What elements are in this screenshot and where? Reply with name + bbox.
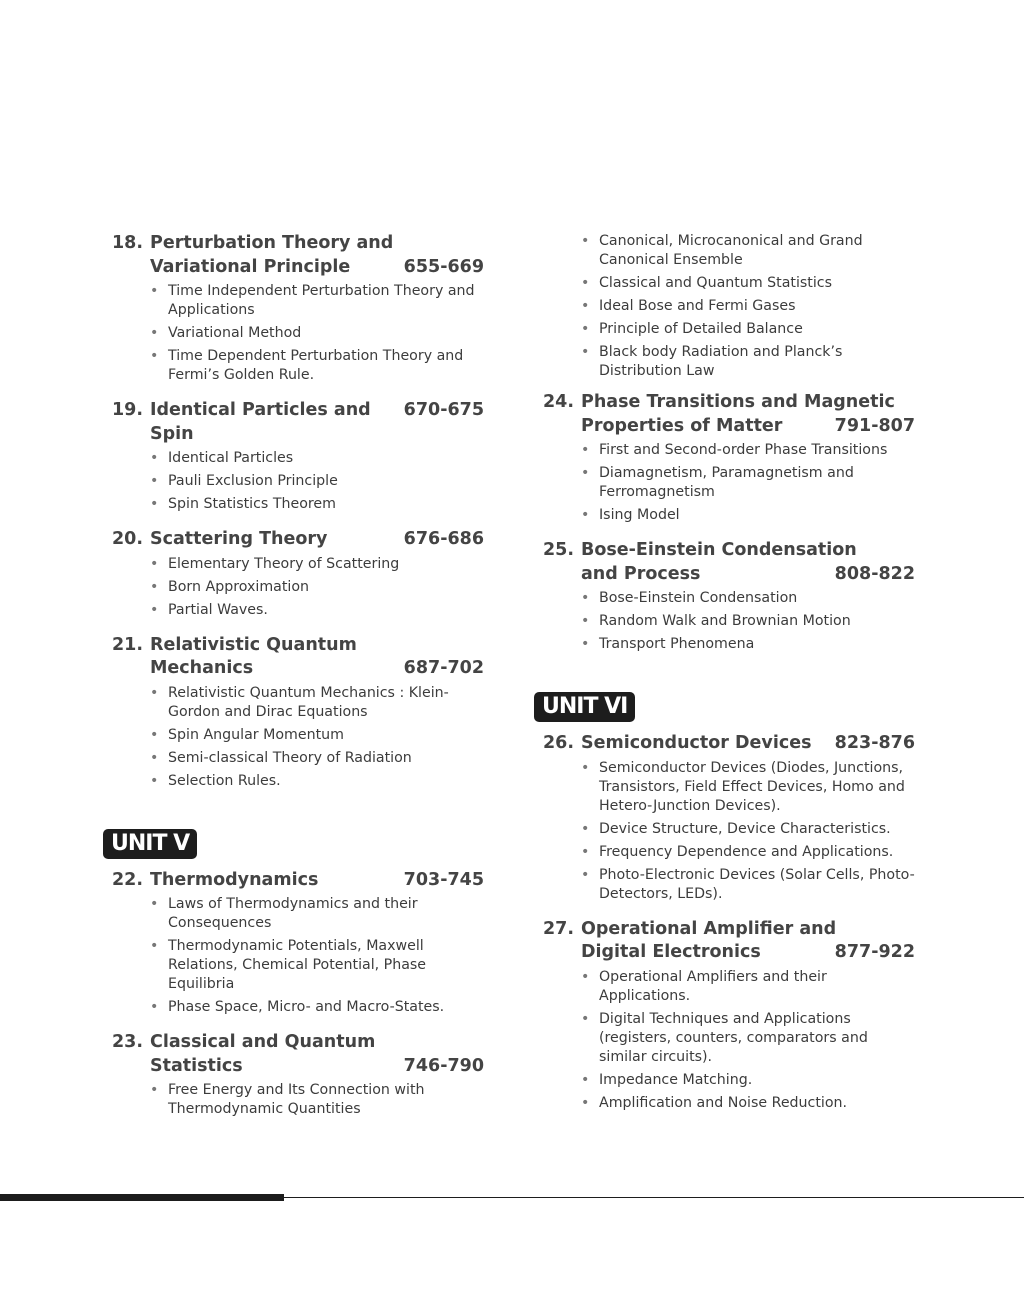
topic-list xyxy=(581,759,915,904)
topic-item: • Transport Phenomena xyxy=(581,635,915,654)
chapter-heading xyxy=(112,869,484,893)
chapter-title-line xyxy=(150,1031,484,1055)
chapter-title-line xyxy=(150,232,484,256)
right-column xyxy=(543,232,915,1127)
topic-item: • Spin Angular Momentum xyxy=(150,726,484,745)
chapter-heading xyxy=(112,1031,484,1078)
topic-item: • Semiconductor Devices (Diodes, Junctions, Transistors, Field Effect Devices, Homo and Hetero-Junction Devices). xyxy=(581,759,915,816)
topic-item: • Elementary Theory of Scattering xyxy=(150,555,484,574)
topic-list xyxy=(150,895,484,1017)
chapter-heading xyxy=(543,732,915,756)
chapter-title-text: Variational Principle xyxy=(150,256,351,277)
chapter-title-text: Properties of Matter xyxy=(581,415,783,436)
chapter-number: 27. xyxy=(543,918,575,939)
chapter-page-range: 791-807 xyxy=(834,415,915,436)
topic-list xyxy=(581,441,915,525)
topic-list xyxy=(581,968,915,1113)
chapter-page-range: 823-876 xyxy=(834,733,915,753)
chapter-title-text: Statistics xyxy=(150,1055,243,1076)
chapter-entry xyxy=(112,634,484,791)
chapter-group xyxy=(112,232,484,791)
topic-list xyxy=(150,555,484,620)
chapter-entry xyxy=(112,869,484,1018)
topic-list xyxy=(150,684,484,791)
topic-item: • Operational Amplifiers and their Applications. xyxy=(581,968,915,1006)
topic-item: • Relativistic Quantum Mechanics : Klein-Gordon and Dirac Equations xyxy=(150,684,484,722)
chapter-heading xyxy=(543,391,915,438)
chapter-title-text: Perturbation Theory and xyxy=(150,233,394,253)
chapter-title xyxy=(150,1031,484,1078)
chapter-title-text: Phase Transitions and Magnetic xyxy=(581,392,895,412)
topic-item: • Identical Particles xyxy=(150,449,484,468)
chapter-number: 22. xyxy=(112,869,144,890)
chapter-title-text: Thermodynamics xyxy=(150,869,319,890)
topic-item: • Phase Space, Micro- and Macro-States. xyxy=(150,998,484,1017)
unit-badge: UNIT VI xyxy=(534,692,635,722)
chapter-page-range: 670-675 xyxy=(403,400,484,420)
footer-rule-thin xyxy=(284,1197,1024,1198)
chapter-title-line xyxy=(150,1055,484,1079)
chapter-page-range: 746-790 xyxy=(403,1055,484,1076)
chapter-number: 24. xyxy=(543,392,575,412)
topic-item: • Canonical, Microcanonical and Grand Canonical Ensemble xyxy=(581,232,915,270)
chapter-title-line xyxy=(150,657,484,681)
topic-list xyxy=(150,1081,484,1119)
chapter-title-text: Bose-Einstein Condensation xyxy=(581,540,857,560)
chapter-entry xyxy=(543,539,915,654)
chapter-group xyxy=(543,391,915,654)
chapter-title-line xyxy=(581,415,915,439)
topic-item: • Thermodynamic Potentials, Maxwell Relations, Chemical Potential, Phase Equilibria xyxy=(150,937,484,994)
chapter-heading xyxy=(112,528,484,552)
chapter-title-line xyxy=(581,941,915,965)
topic-item: • Laws of Thermodynamics and their Consequences xyxy=(150,895,484,933)
topic-item: • Amplification and Noise Reduction. xyxy=(581,1094,915,1113)
chapter-title xyxy=(581,732,915,756)
topic-item: • Free Energy and Its Connection with Thermodynamic Quantities xyxy=(150,1081,484,1119)
chapter-title xyxy=(150,634,484,681)
chapter-title xyxy=(581,539,915,586)
chapter-title-line xyxy=(150,399,484,446)
chapter-title-text: Operational Amplifier and xyxy=(581,918,837,939)
chapter-number: 21. xyxy=(112,634,144,655)
chapter-title xyxy=(150,869,484,893)
chapter-title xyxy=(150,528,484,552)
chapter-number: 23. xyxy=(112,1032,144,1052)
chapter-title-line xyxy=(150,634,484,658)
chapter-heading xyxy=(543,918,915,965)
chapter-entry xyxy=(112,528,484,620)
topic-item: • Ideal Bose and Fermi Gases xyxy=(581,297,915,316)
chapter-entry xyxy=(543,918,915,1113)
topic-item: • Ising Model xyxy=(581,506,915,525)
chapter-entry xyxy=(112,399,484,514)
chapter-page-range: 655-669 xyxy=(403,256,484,277)
chapter-entry xyxy=(112,232,484,385)
chapter-title-line xyxy=(150,869,484,893)
chapter-title-text: Relativistic Quantum xyxy=(150,634,357,655)
chapter-title-text: Semiconductor Devices xyxy=(581,733,812,753)
chapter-page-range: 703-745 xyxy=(403,869,484,890)
chapter-title xyxy=(581,391,915,438)
chapter-entry xyxy=(543,391,915,525)
topic-item: • Photo-Electronic Devices (Solar Cells, Photo-Detectors, LEDs). xyxy=(581,866,915,904)
topic-item: • First and Second-order Phase Transitions xyxy=(581,441,915,460)
chapter-number: 18. xyxy=(112,233,144,253)
topic-item: • Classical and Quantum Statistics xyxy=(581,274,915,293)
topic-item: • Time Dependent Perturbation Theory and Fermi’s Golden Rule. xyxy=(150,347,484,385)
topic-list xyxy=(150,449,484,514)
topic-item: • Selection Rules. xyxy=(150,772,484,791)
chapter-title-text: Mechanics xyxy=(150,658,254,678)
topic-item: • Variational Method xyxy=(150,324,484,343)
chapter-title-text: Classical and Quantum xyxy=(150,1032,376,1052)
chapter-number: 25. xyxy=(543,540,575,560)
chapter-page-range: 808-822 xyxy=(834,563,915,584)
chapter-title-line xyxy=(581,918,915,942)
chapter-entry xyxy=(543,732,915,904)
chapter-title-line xyxy=(581,563,915,587)
topic-item: • Spin Statistics Theorem xyxy=(150,495,484,514)
chapter-title-text: Digital Electronics xyxy=(581,942,761,962)
topic-list xyxy=(150,282,484,385)
chapter-heading xyxy=(543,539,915,586)
continued-topic-list xyxy=(581,232,915,381)
topic-item: • Semi-classical Theory of Radiation xyxy=(150,749,484,768)
topic-item: • Device Structure, Device Characteristics. xyxy=(581,820,915,839)
topic-item: • Born Approximation xyxy=(150,578,484,597)
topic-item: • Digital Techniques and Applications (registers, counters, comparators and similar circuits). xyxy=(581,1010,915,1067)
footer-rule-thick xyxy=(0,1194,284,1201)
topic-item: • Frequency Dependence and Applications. xyxy=(581,843,915,862)
chapter-heading xyxy=(112,634,484,681)
chapter-title xyxy=(150,399,484,446)
topic-item: • Diamagnetism, Paramagnetism and Ferromagnetism xyxy=(581,464,915,502)
unit-badge: UNIT V xyxy=(103,829,197,859)
chapter-title-text: and Process xyxy=(581,563,701,584)
topic-item: • Pauli Exclusion Principle xyxy=(150,472,484,491)
chapter-title-text: Identical Particles and Spin xyxy=(150,400,371,444)
chapter-title xyxy=(150,232,484,279)
chapter-title xyxy=(581,918,915,965)
chapter-group xyxy=(112,869,484,1120)
topic-item: • Impedance Matching. xyxy=(581,1071,915,1090)
left-column xyxy=(112,232,484,1133)
chapter-entry xyxy=(112,1031,484,1119)
topic-item: • Black body Radiation and Planck’s Distribution Law xyxy=(581,343,915,381)
topic-list xyxy=(581,589,915,654)
chapter-heading xyxy=(112,399,484,446)
chapter-title-line xyxy=(150,528,484,552)
topic-item: • Time Independent Perturbation Theory and Applications xyxy=(150,282,484,320)
topic-item: • Principle of Detailed Balance xyxy=(581,320,915,339)
topic-item: • Random Walk and Brownian Motion xyxy=(581,612,915,631)
chapter-title-line xyxy=(581,539,915,563)
chapter-number: 26. xyxy=(543,733,575,753)
chapter-title-line xyxy=(581,732,915,756)
chapter-number: 19. xyxy=(112,400,144,420)
chapter-page-range: 676-686 xyxy=(403,529,484,549)
chapter-number: 20. xyxy=(112,529,144,549)
topic-item: • Partial Waves. xyxy=(150,601,484,620)
chapter-group xyxy=(543,732,915,1113)
topic-item: • Bose-Einstein Condensation xyxy=(581,589,915,608)
chapter-page-range: 687-702 xyxy=(403,658,484,678)
chapter-title-line xyxy=(581,391,915,415)
chapter-title-text: Scattering Theory xyxy=(150,529,328,549)
chapter-page-range: 877-922 xyxy=(834,942,915,962)
chapter-heading xyxy=(112,232,484,279)
chapter-title-line xyxy=(150,256,484,280)
